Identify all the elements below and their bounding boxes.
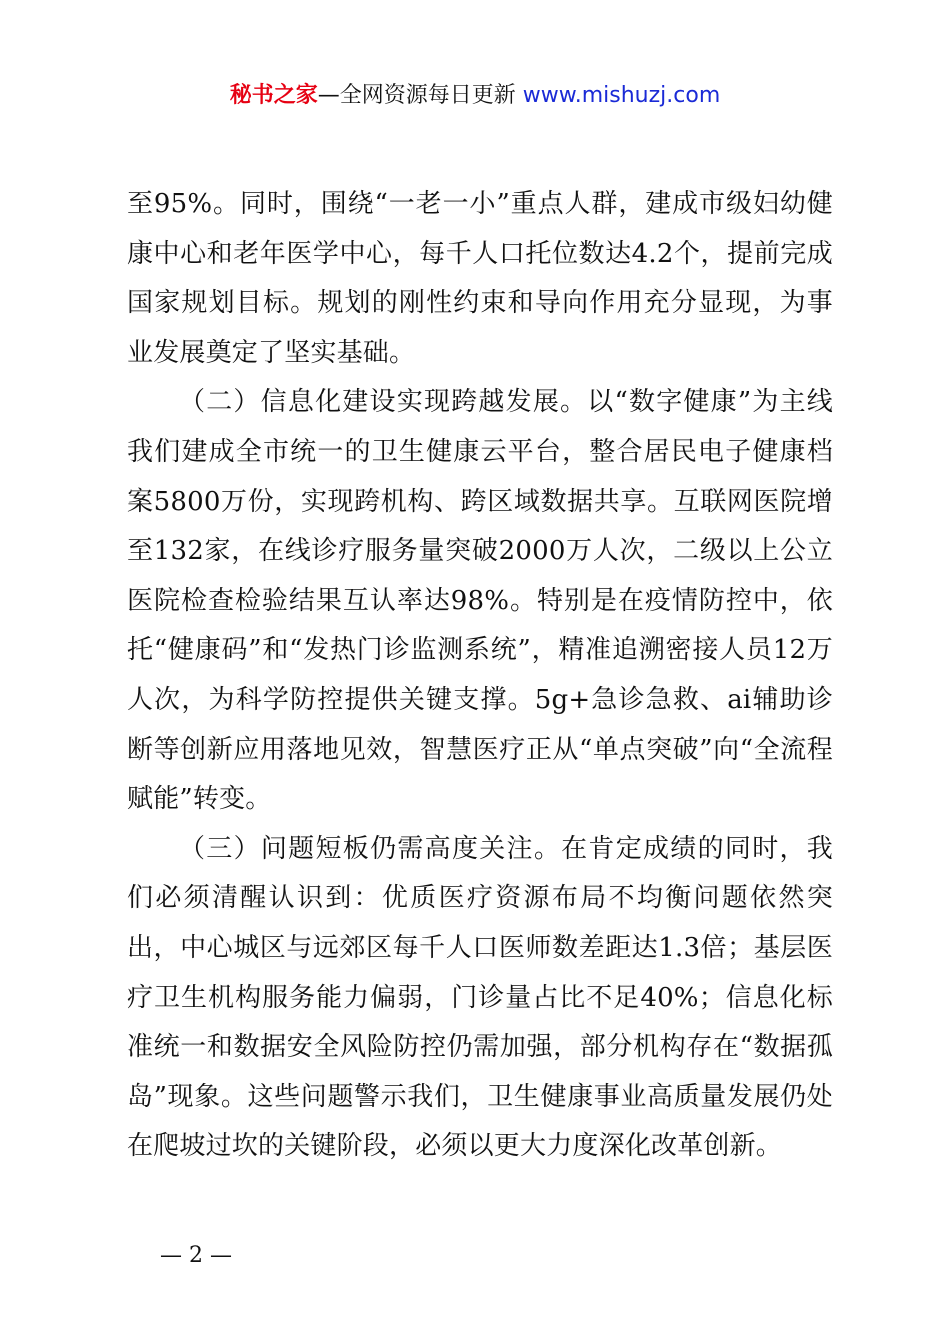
page-number: — 2 — — [160, 1243, 232, 1268]
paragraph-section-2: （二）信息化建设实现跨越发展。以“数字健康”为主线我们建成全市统一的卫生健康云平台，整合居民电子健康档案5800万份，实现跨机构、跨区域数据共享。互联网医院增至132家，在线诊疗服务量突破2000万人次，二级以上公立医院检查检验结果互认率达98%。特别是在疫情防控中，依托“健康码”和“发热门诊监测系统”，精准追溯密接人员12万人次，为科学防控提供关键支撑。5g+急诊急救、ai辅助诊断等创新应用落地见效，智慧医疗正从“单点突破”向“全流程赋能”转变。 — [127, 387, 833, 815]
site-header — [0, 80, 950, 112]
paragraph-section-3: （三）问题短板仍需高度关注。在肯定成绩的同时，我们必须清醒认识到：优质医疗资源布局不均衡问题依然突出，中心城区与远郊区每千人口医师数差距达1.3倍；基层医疗卫生机构服务能力偏弱，门诊量占比不足40%；信息化标准统一和数据安全风险防控仍需加强，部分机构存在“数据孤岛”现象。这些问题警示我们，卫生健康事业高质量发展仍处在爬坡过坎的关键阶段，必须以更大力度深化改革创新。 — [127, 833, 833, 1162]
paragraph-continuation: 至95%。同时，围绕“一老一小”重点人群，建成市级妇幼健康中心和老年医学中心，每千人口托位数达4.2个，提前完成国家规划目标。规划的刚性约束和导向作用充分显现，为事业发展奠定了坚实基础。 — [127, 189, 833, 368]
document-body — [127, 180, 833, 1172]
site-url-link[interactable]: www.mishuzj.com — [522, 83, 721, 108]
site-tagline: —全网资源每日更新 — [317, 83, 516, 108]
site-brand: 秘书之家 — [229, 83, 318, 108]
